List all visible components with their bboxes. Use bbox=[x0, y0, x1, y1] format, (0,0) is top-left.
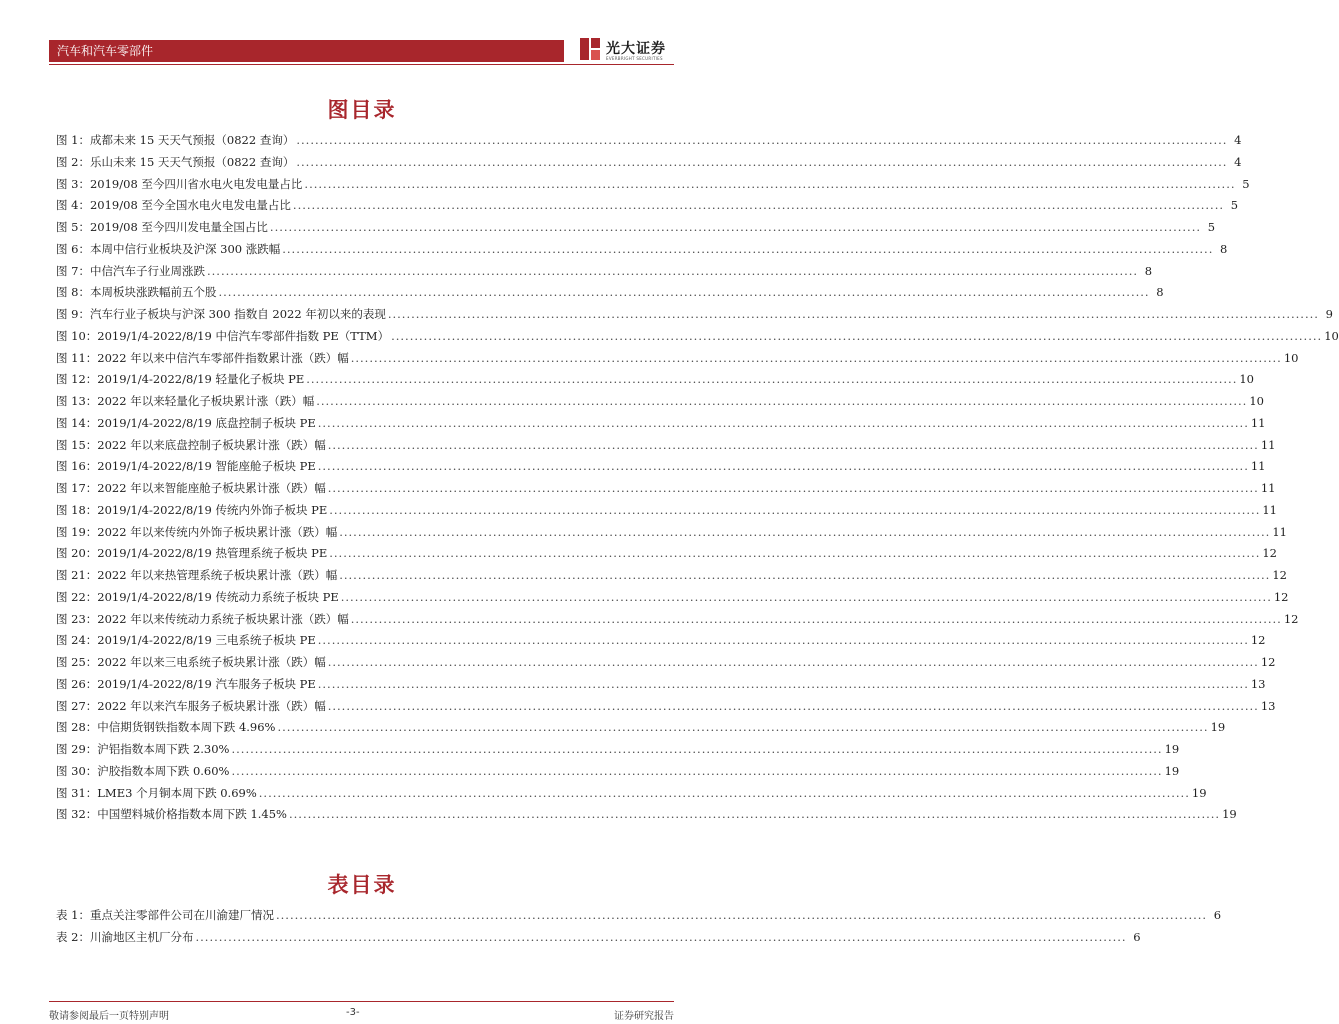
brand-logo bbox=[578, 36, 678, 66]
toc-entry-page: 19 bbox=[1191, 785, 1207, 800]
toc-entry-page: 4 bbox=[1234, 154, 1242, 169]
toc-entry[interactable] bbox=[56, 696, 1276, 716]
toc-entry-page: 11 bbox=[1272, 524, 1287, 539]
toc-entry[interactable] bbox=[56, 217, 1216, 237]
toc-entry-title: 中信汽车子行业周涨跌 bbox=[89, 263, 205, 278]
toc-entry-label: 图 23： bbox=[56, 611, 98, 626]
figure-toc-title: 图目录 bbox=[327, 98, 397, 122]
toc-entry[interactable] bbox=[56, 630, 1266, 650]
toc-entry-title: 2019/1/4-2022/8/19 汽车服务子板块 PE bbox=[97, 676, 316, 691]
toc-entry-title: 2019/1/4-2022/8/19 传统内外饰子板块 PE bbox=[97, 502, 328, 517]
toc-leader-dots: ........................................................................................................................................................................................................ bbox=[327, 481, 1259, 495]
toc-leader-dots: ........................................................................................................................................................................................................ bbox=[316, 394, 1248, 408]
toc-leader-dots: ........................................................................................................................................................................................................ bbox=[275, 908, 1208, 922]
table-toc-title: 表目录 bbox=[327, 873, 397, 897]
toc-entry-label: 图 30： bbox=[56, 763, 98, 778]
toc-entry-page: 12 bbox=[1250, 633, 1266, 648]
toc-leader-dots: ........................................................................................................................................................................................................ bbox=[340, 589, 1272, 604]
toc-entry-title: 重点关注零部件公司在川渝建厂情况 bbox=[89, 908, 274, 922]
toc-leader-dots: ........................................................................................................................................................................................................ bbox=[231, 763, 1163, 778]
toc-entry-page: 11 bbox=[1250, 415, 1266, 430]
toc-entry-title: 2019/08 至今四川省水电火电发电量占比 bbox=[89, 176, 303, 191]
toc-entry-title: 2019/1/4-2022/8/19 智能座舱子板块 PE bbox=[97, 459, 316, 474]
toc-entry[interactable] bbox=[56, 282, 1164, 302]
toc-entry-page: 12 bbox=[1262, 546, 1277, 561]
toc-leader-dots: ........................................................................................................................................................................................................ bbox=[329, 502, 1261, 517]
toc-leader-dots: ........................................................................................................................................................................................................ bbox=[317, 676, 1249, 691]
toc-leader-dots: ........................................................................................................................................................................................................ bbox=[327, 437, 1259, 452]
toc-entry-title: 中信期货钢铁指数本周下跌 4.96% bbox=[97, 720, 276, 735]
toc-entry-title: 成都未来 15 天天气预报（0822 查询） bbox=[89, 133, 295, 147]
toc-entry-page: 5 bbox=[1207, 220, 1216, 234]
toc-entry-label: 图 13： bbox=[56, 394, 98, 408]
toc-leader-dots: ........................................................................................................................................................................................................ bbox=[288, 807, 1221, 822]
toc-entry-page: 12 bbox=[1260, 655, 1276, 669]
toc-entry-label: 表 1： bbox=[56, 908, 90, 922]
toc-entry-title: 2019/1/4-2022/8/19 轻量化子板块 PE bbox=[97, 372, 305, 387]
toc-entry-label: 图 12： bbox=[56, 372, 98, 387]
toc-entry[interactable] bbox=[56, 565, 1287, 585]
toc-leader-dots: ........................................................................................................................................................................................................ bbox=[231, 742, 1163, 756]
toc-entry-label: 图 6： bbox=[56, 241, 90, 256]
toc-entry-title: 中国塑料城价格指数本周下跌 1.45% bbox=[97, 807, 287, 822]
toc-entry-page: 11 bbox=[1262, 502, 1277, 517]
toc-entry-label: 图 20： bbox=[56, 546, 98, 561]
toc-entry-title: 2022 年以来传统动力系统子板块累计涨（跌）幅 bbox=[97, 611, 349, 626]
toc-entry[interactable] bbox=[56, 174, 1250, 194]
toc-entry-page: 11 bbox=[1260, 437, 1276, 452]
toc-entry-page: 11 bbox=[1260, 481, 1276, 495]
toc-entry-title: 2019/1/4-2022/8/19 三电系统子板块 PE bbox=[97, 633, 316, 648]
toc-entry-page: 8 bbox=[1156, 285, 1164, 300]
toc-entry-label: 表 2： bbox=[56, 930, 90, 944]
header-section-label: 汽车和汽车零部件 bbox=[57, 44, 154, 58]
toc-entry[interactable] bbox=[56, 304, 1333, 324]
toc-entry-title: 2022 年以来底盘控制子板块累计涨（跌）幅 bbox=[97, 437, 326, 452]
toc-entry-page: 4 bbox=[1234, 133, 1242, 147]
brand-name: 光大证券 bbox=[606, 41, 666, 57]
toc-entry[interactable] bbox=[56, 739, 1180, 759]
toc-entry-title: 2022 年以来轻量化子板块累计涨（跌）幅 bbox=[97, 394, 315, 408]
toc-leader-dots: ........................................................................................................................................................................................................ bbox=[339, 568, 1271, 582]
toc-entry-label: 图 27： bbox=[56, 698, 98, 713]
toc-entry[interactable] bbox=[56, 369, 1254, 389]
toc-entry-label: 图 2： bbox=[56, 154, 90, 169]
toc-leader-dots: ........................................................................................................................................................................................................ bbox=[282, 241, 1214, 256]
toc-entry-page: 19 bbox=[1210, 720, 1226, 735]
toc-entry[interactable] bbox=[56, 905, 1222, 925]
toc-leader-dots: ........................................................................................................................................................................................................ bbox=[387, 307, 1319, 321]
toc-leader-dots: ........................................................................................................................................................................................................ bbox=[206, 263, 1139, 278]
toc-entry-label: 图 29： bbox=[56, 742, 98, 756]
toc-entry[interactable] bbox=[56, 130, 1242, 150]
toc-entry-page: 12 bbox=[1283, 611, 1299, 626]
toc-entry-title: 2022 年以来热管理系统子板块累计涨（跌）幅 bbox=[97, 568, 338, 582]
toc-entry-title: 汽车行业子板块与沪深 300 指数自 2022 年初以来的表现 bbox=[89, 307, 386, 321]
toc-entry-page: 13 bbox=[1250, 676, 1266, 691]
toc-entry-label: 图 17： bbox=[56, 481, 98, 495]
toc-entry-label: 图 24： bbox=[56, 633, 98, 648]
toc-leader-dots: ........................................................................................................................................................................................................ bbox=[327, 698, 1259, 713]
toc-leader-dots: ........................................................................................................................................................................................................ bbox=[327, 655, 1259, 669]
toc-entry[interactable] bbox=[56, 326, 1339, 346]
toc-entry-title: 沪铝指数本周下跌 2.30% bbox=[97, 742, 230, 756]
toc-entry-page: 10 bbox=[1249, 394, 1264, 408]
toc-entry-label: 图 18： bbox=[56, 502, 98, 517]
toc-entry[interactable] bbox=[56, 761, 1180, 781]
toc-entry-label: 图 15： bbox=[56, 437, 98, 452]
toc-leader-dots: ........................................................................................................................................................................................................ bbox=[296, 154, 1228, 169]
toc-entry[interactable] bbox=[56, 652, 1276, 672]
toc-entry-label: 图 4： bbox=[56, 198, 90, 213]
toc-entry[interactable] bbox=[56, 543, 1277, 563]
toc-entry-label: 图 9： bbox=[56, 307, 90, 321]
toc-entry-title: 2019/1/4-2022/8/19 热管理系统子板块 PE bbox=[97, 546, 328, 561]
toc-entry-page: 12 bbox=[1272, 568, 1287, 582]
toc-leader-dots: ........................................................................................................................................................................................................ bbox=[350, 611, 1282, 626]
toc-entry-title: 2022 年以来传统内外饰子板块累计涨（跌）幅 bbox=[97, 524, 338, 539]
toc-entry-label: 图 21： bbox=[56, 568, 98, 582]
header-bar bbox=[49, 40, 564, 62]
toc-entry-label: 图 31： bbox=[56, 785, 98, 800]
toc-entry-page: 19 bbox=[1164, 742, 1180, 756]
toc-leader-dots: ........................................................................................................................................................................................................ bbox=[195, 930, 1127, 944]
page-number: -3- bbox=[346, 1007, 360, 1018]
toc-entry[interactable] bbox=[56, 522, 1287, 542]
toc-entry[interactable] bbox=[56, 609, 1299, 629]
toc-entry[interactable] bbox=[56, 261, 1153, 281]
footer-report-type: 证券研究报告 bbox=[614, 1011, 674, 1022]
toc-leader-dots: ........................................................................................................................................................................................................ bbox=[350, 350, 1282, 365]
toc-entry-label: 图 32： bbox=[56, 807, 98, 822]
toc-entry-page: 19 bbox=[1222, 807, 1237, 822]
toc-leader-dots: ........................................................................................................................................................................................................ bbox=[317, 633, 1249, 648]
toc-entry[interactable] bbox=[56, 435, 1276, 455]
toc-leader-dots: ........................................................................................................................................................................................................ bbox=[339, 524, 1271, 539]
toc-entry-page: 11 bbox=[1250, 459, 1266, 474]
toc-leader-dots: ........................................................................................................................................................................................................ bbox=[258, 785, 1190, 800]
brand-name-en: EVERBRIGHT SECURITIES bbox=[606, 56, 663, 61]
toc-leader-dots: ........................................................................................................................................................................................................ bbox=[391, 328, 1323, 343]
toc-leader-dots: ........................................................................................................................................................................................................ bbox=[304, 176, 1236, 191]
toc-entry[interactable] bbox=[56, 239, 1228, 259]
footer-rule bbox=[49, 1001, 674, 1002]
toc-leader-dots: ........................................................................................................................................................................................................ bbox=[306, 372, 1238, 387]
toc-entry-title: 2019/08 至今四川发电量全国占比 bbox=[89, 220, 268, 234]
toc-entry-title: 2022 年以来中信汽车零部件指数累计涨（跌）幅 bbox=[97, 350, 349, 365]
toc-leader-dots: ........................................................................................................................................................................................................ bbox=[277, 720, 1209, 735]
toc-entry-label: 图 7： bbox=[56, 263, 90, 278]
toc-entry-label: 图 28： bbox=[56, 720, 98, 735]
toc-entry-page: 6 bbox=[1133, 930, 1141, 944]
toc-entry-label: 图 14： bbox=[56, 415, 98, 430]
toc-entry-title: 本周板块涨跌幅前五个股 bbox=[89, 285, 217, 300]
toc-entry[interactable] bbox=[56, 391, 1264, 411]
toc-leader-dots: ........................................................................................................................................................................................................ bbox=[292, 198, 1225, 213]
toc-leader-dots: ........................................................................................................................................................................................................ bbox=[269, 220, 1202, 234]
toc-entry[interactable] bbox=[56, 348, 1299, 368]
toc-entry[interactable] bbox=[56, 927, 1141, 947]
toc-entry-label: 图 8： bbox=[56, 285, 90, 300]
toc-leader-dots: ........................................................................................................................................................................................................ bbox=[317, 415, 1249, 430]
footer-disclaimer: 敬请参阅最后一页特别声明 bbox=[49, 1011, 169, 1022]
toc-entry[interactable] bbox=[56, 413, 1266, 433]
toc-leader-dots: ........................................................................................................................................................................................................ bbox=[329, 546, 1261, 561]
toc-entry-label: 图 11： bbox=[56, 350, 98, 365]
toc-entry[interactable] bbox=[56, 195, 1239, 215]
toc-entry-title: LME3 个月铜本周下跌 0.69% bbox=[97, 785, 257, 800]
toc-entry[interactable] bbox=[56, 478, 1276, 498]
toc-entry-page: 13 bbox=[1260, 698, 1276, 713]
toc-entry-page: 10 bbox=[1324, 328, 1339, 343]
toc-entry-label: 图 22： bbox=[56, 589, 98, 604]
toc-entry-page: 6 bbox=[1213, 908, 1222, 922]
toc-entry[interactable] bbox=[56, 500, 1277, 520]
brand-mark-icon bbox=[578, 36, 602, 62]
toc-entry-page: 12 bbox=[1273, 589, 1289, 604]
toc-entry-page: 9 bbox=[1325, 307, 1333, 321]
toc-entry-title: 2022 年以来汽车服务子板块累计涨（跌）幅 bbox=[97, 698, 326, 713]
toc-entry-title: 乐山未来 15 天天气预报（0822 查询） bbox=[89, 154, 295, 169]
toc-entry-page: 10 bbox=[1239, 372, 1254, 387]
toc-entry-label: 图 25： bbox=[56, 655, 98, 669]
toc-entry-page: 10 bbox=[1283, 350, 1299, 365]
toc-entry-page: 5 bbox=[1242, 176, 1250, 191]
toc-entry-title: 2019/1/4-2022/8/19 底盘控制子板块 PE bbox=[97, 415, 316, 430]
toc-entry-title: 川渝地区主机厂分布 bbox=[89, 930, 194, 944]
toc-entry-page: 8 bbox=[1144, 263, 1153, 278]
toc-entry-title: 2019/08 至今全国水电火电发电量占比 bbox=[89, 198, 291, 213]
toc-entry-page: 8 bbox=[1220, 241, 1228, 256]
toc-entry-title: 2022 年以来三电系统子板块累计涨（跌）幅 bbox=[97, 655, 326, 669]
toc-entry-title: 本周中信行业板块及沪深 300 涨跌幅 bbox=[89, 241, 281, 256]
toc-leader-dots: ........................................................................................................................................................................................................ bbox=[218, 285, 1150, 300]
toc-entry[interactable] bbox=[56, 804, 1237, 824]
toc-entry[interactable] bbox=[56, 587, 1289, 607]
toc-entry[interactable] bbox=[56, 152, 1242, 172]
toc-entry-label: 图 10： bbox=[56, 328, 98, 343]
toc-entry-title: 沪胶指数本周下跌 0.60% bbox=[97, 763, 230, 778]
toc-entry-label: 图 19： bbox=[56, 524, 98, 539]
toc-entry-label: 图 16： bbox=[56, 459, 98, 474]
toc-entry-title: 2022 年以来智能座舱子板块累计涨（跌）幅 bbox=[97, 481, 326, 495]
toc-entry-label: 图 26： bbox=[56, 676, 98, 691]
toc-leader-dots: ........................................................................................................................................................................................................ bbox=[296, 133, 1228, 147]
toc-entry[interactable] bbox=[56, 674, 1266, 694]
toc-entry-label: 图 3： bbox=[56, 176, 90, 191]
toc-entry-page: 19 bbox=[1164, 763, 1180, 778]
toc-entry-label: 图 5： bbox=[56, 220, 90, 234]
toc-entry[interactable] bbox=[56, 783, 1207, 803]
toc-entry[interactable] bbox=[56, 456, 1266, 476]
toc-entry-title: 2019/1/4-2022/8/19 传统动力系统子板块 PE bbox=[97, 589, 339, 604]
toc-entry-page: 5 bbox=[1230, 198, 1239, 213]
toc-entry[interactable] bbox=[56, 717, 1226, 737]
toc-entry-title: 2019/1/4-2022/8/19 中信汽车零部件指数 PE（TTM） bbox=[97, 328, 390, 343]
toc-entry-label: 图 1： bbox=[56, 133, 90, 147]
toc-leader-dots: ........................................................................................................................................................................................................ bbox=[317, 459, 1249, 474]
